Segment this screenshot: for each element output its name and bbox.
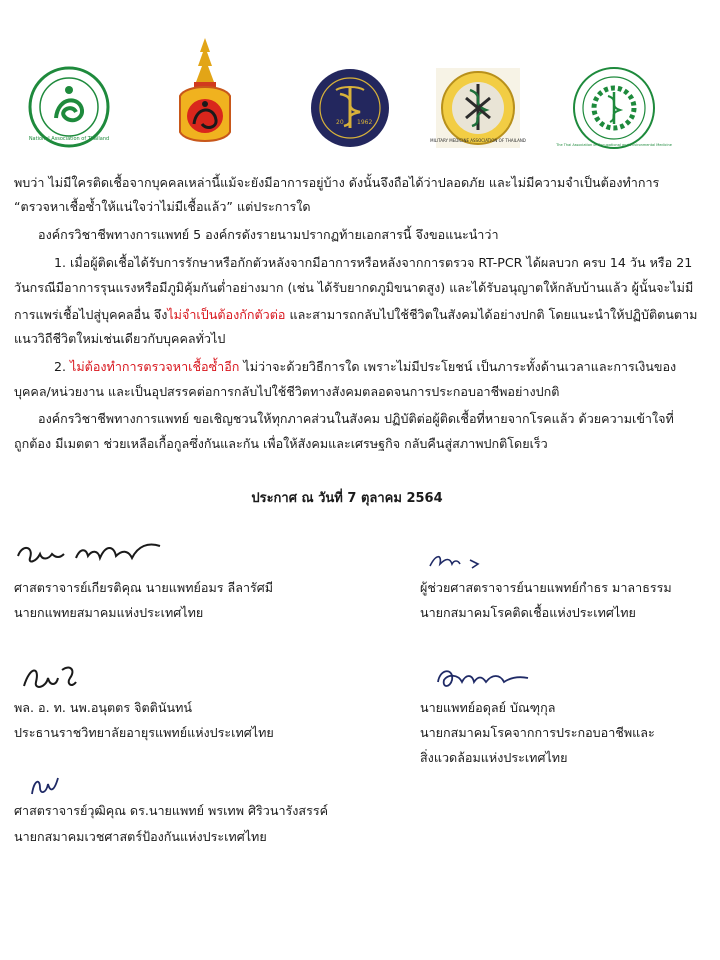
paragraph-3-line-3-start: การแพร่เชื้อไปสู่บุคคลอื่น จึง	[14, 307, 168, 322]
paragraph-4-number: 2.	[54, 359, 71, 374]
signatory-1-title: นายกแพทยสมาคมแห่งประเทศไทย	[14, 605, 204, 620]
paragraph-2-line-1: องค์กรวิชาชีพทางการแพทย์ 5 องค์กรดังรายนามปรากฏท้ายเอกสารนี้ จึงขอแนะนำว่า	[38, 227, 499, 242]
signatory-5-name: ศาสตราจารย์วุฒิคุณ ดร.นายแพทย์ พรเทพ ศิริวนารังสรรค์	[14, 803, 329, 818]
signatory-4-name: นายแพทย์อดุลย์ บัณฑุกุล	[420, 700, 556, 715]
signature-4-image	[432, 664, 532, 692]
logo-3-year: 1962	[357, 119, 373, 126]
signatory-4-title-cont: สิ่งแวดล้อมแห่งประเทศไทย	[420, 750, 568, 765]
signatory-2-title: นายกสมาคมโรคติดเชื้อแห่งประเทศไทย	[420, 605, 636, 620]
signatory-5-title: นายกสมาคมเวชศาสตร์ป้องกันแห่งประเทศไทย	[14, 829, 267, 844]
logo-5-caption: The Thai Association of Occupational and Environmental Medicine	[556, 143, 672, 147]
paragraph-3-line-3	[14, 304, 698, 326]
paragraph-3-line-3-end: และสามารถกลับไปใช้ชีวิตในสังคมได้อย่างปกติ โดยแนะนำให้ปฏิบัติตนตาม	[285, 307, 698, 322]
no-retest-highlight: ไม่ต้องทำการตรวจหาเชื้อซ้ำอีก	[70, 359, 240, 374]
signatory-1-name: ศาสตราจารย์เกียรติคุณ นายแพทย์อมร ลีลารัศมี	[14, 580, 274, 595]
royal-college-emblem-logo	[174, 36, 236, 146]
paragraph-5-line-1: องค์กรวิชาชีพทางการแพทย์ ขอเชิญชวนให้ทุกภาคส่วนในสังคม ปฏิบัติต่อผู้ติดเชื้อที่หายจากโรคแล้ว ด้วยความเข้าใจที่	[38, 411, 674, 426]
signatory-3-title: ประธานราชวิทยาลัยอายุรแพทย์แห่งประเทศไทย	[14, 725, 274, 740]
signature-5-image	[26, 772, 66, 800]
paragraph-4-line-1	[54, 356, 720, 378]
infectious-disease-association-logo	[28, 66, 110, 148]
medical-association-of-thailand-logo	[310, 68, 390, 148]
signatory-4-title: นายกสมาคมโรคจากการประกอบอาชีพและ	[420, 725, 655, 740]
paragraph-1-line-2: “ตรวจหาเชื้อซ้ำให้แน่ใจว่าไม่มีเชื้อแล้ว” แต่ประการใด	[14, 199, 311, 214]
signature-2-image	[426, 548, 486, 574]
paragraph-3-line-2: วันกรณีมีอาการรุนแรงหรือมีภูมิคุ้มกันต่ำอย่างมาก (เช่น ได้รับยากดภูมิขนาดสูง) และได้รับอนุญาตให้กลับบ้านแล้ว ผู้นั้นจะไม่มี	[14, 280, 694, 295]
logo-1-caption: National Association of Thailand	[28, 136, 110, 142]
logo-row	[0, 36, 694, 156]
svg-text:20: 20	[336, 119, 344, 126]
paragraph-4-line-2: บุคคล/หน่วยงาน และเป็นอุปสรรคต่อการกลับไปใช้ชีวิตทางสังคมตลอดจนการประกอบอาชีพอย่างปกติ	[14, 384, 560, 399]
signature-3-image	[20, 660, 80, 696]
paragraph-4-line-1-end: ไม่ว่าจะด้วยวิธีการใด เพราะไม่มีประโยชน์ เป็นภาระทั้งด้านเวลาและการเงินของ	[239, 359, 677, 374]
signature-1-image	[14, 536, 164, 570]
signatory-3-name: พล. อ. ท. นพ.อนุตตร จิตตินันทน์	[14, 700, 192, 715]
military-medical-association-logo	[430, 68, 526, 148]
signatory-2-name: ผู้ช่วยศาสตราจารย์นายแพทย์กำธร มาลาธรรม	[420, 580, 672, 595]
no-quarantine-highlight: ไม่จำเป็นต้องกักตัวต่อ	[167, 307, 286, 322]
paragraph-3-line-1: 1. เมื่อผู้ติดเชื้อได้รับการรักษาหรือกักตัวหลังจากมีอาการหรือหลังจากการตรวจ RT-PCR ได้ผลบวก ครบ 14 วัน หรือ 21	[54, 255, 693, 270]
paragraph-1-line-1: พบว่า ไม่มีใครติดเชื้อจากบุคคลเหล่านี้แม้จะยังมีอาการอยู่บ้าง ดังนั้นจึงถือได้ว่าปลอดภัย และไม่มีความจำเป็นต้องทำการ	[14, 175, 660, 190]
announcement-date: ประกาศ ณ วันที่ 7 ตุลาคม 2564	[251, 491, 443, 506]
occupational-environmental-medicine-logo	[556, 66, 672, 150]
paragraph-5-line-2: ถูกต้อง มีเมตตา ช่วยเหลือเกื้อกูลซึ่งกันและกัน เพื่อให้สังคมและเศรษฐกิจ กลับคืนสู่สภาพปกติโดยเร็ว	[14, 436, 548, 451]
paragraph-3-line-4: แนววิถีชีวิตใหม่เช่นเดียวกับบุคคลทั่วไป	[14, 331, 226, 346]
logo-4-caption: MILITARY MEDICINE ASSOCIATION OF THAILAND	[430, 138, 526, 143]
